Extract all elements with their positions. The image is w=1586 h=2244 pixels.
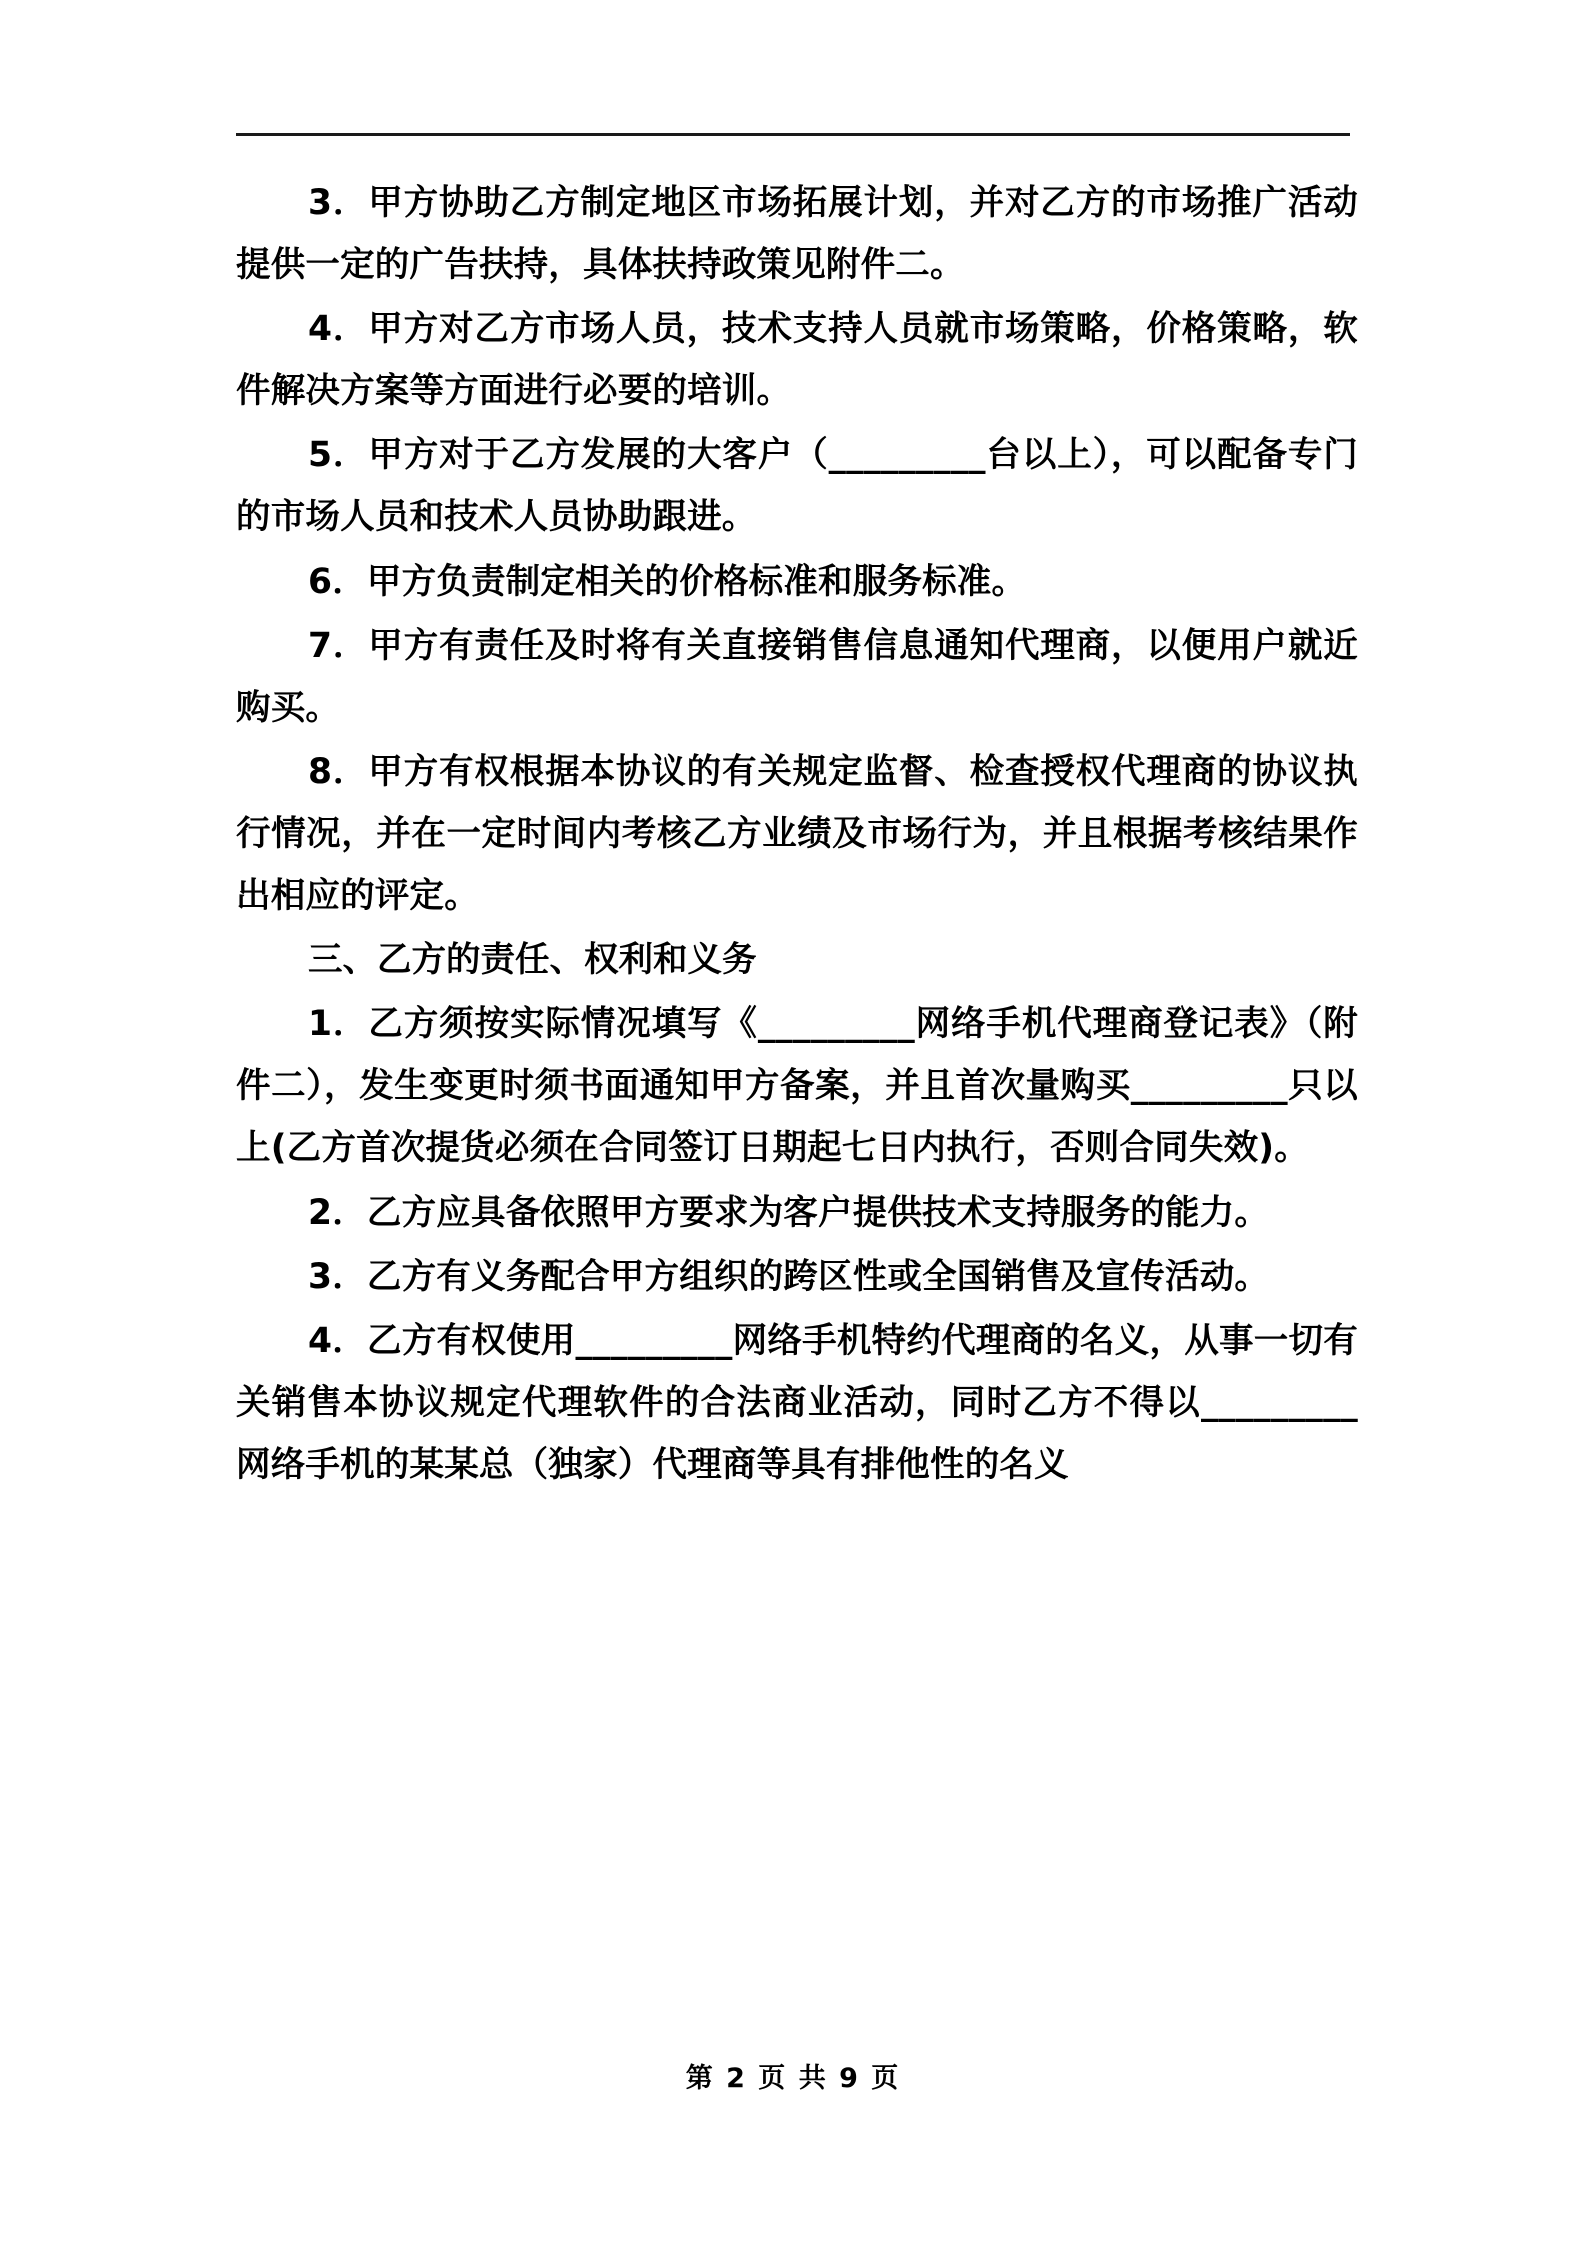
- document-body: [236, 172, 1358, 1498]
- section-heading-party-b: 三、乙方的责任、权利和义务: [308, 940, 757, 981]
- paragraph-clause-3-3: 3．乙方有义务配合甲方组织的跨区性或全国销售及宣传活动。: [308, 1256, 1270, 1297]
- paragraph-clause-2-8: 8．甲方有权根据本协议的有关规定监督、检查授权代理商的协议执行情况，并在一定时间内考核乙方业绩及市场行为，并且根据考核结果作出相应的评定。: [236, 751, 1358, 917]
- paragraph-clause-2-6: 6．甲方负责制定相关的价格标准和服务标准。: [308, 561, 1027, 602]
- page-footer: 第 2 页 共 9 页: [685, 2063, 901, 2094]
- paragraph-clause-2-7: 7．甲方有责任及时将有关直接销售信息通知代理商，以便用户就近购买。: [236, 625, 1358, 728]
- paragraph-clause-2-5: 5．甲方对于乙方发展的大客户（_________台以上），可以配备专门的市场人员和技术人员协助跟进。: [236, 435, 1358, 538]
- paragraph-clause-3-2: 2．乙方应具备依照甲方要求为客户提供技术支持服务的能力。: [308, 1192, 1270, 1233]
- paragraph-clause-2-4: 4．甲方对乙方市场人员，技术支持人员就市场策略，价格策略，软件解决方案等方面进行必要的培训。: [236, 309, 1358, 412]
- paragraph-clause-3-4: 4．乙方有权使用_________网络手机特约代理商的名义，从事一切有关销售本协议规定代理软件的合法商业活动，同时乙方不得以_________网络手机的某某总（独家）代理商等具有排他性的名义: [236, 1320, 1358, 1485]
- paragraph-clause-2-3: 3．甲方协助乙方制定地区市场拓展计划，并对乙方的市场推广活动提供一定的广告扶持，具体扶持政策见附件二。: [236, 183, 1358, 286]
- header-divider: [236, 133, 1350, 136]
- paragraph-clause-3-1: 1．乙方须按实际情况填写《_________网络手机代理商登记表》（附件二），发生变更时须书面通知甲方备案，并且首次量购买_________只以上(乙方首次提货必须在合同签订日期起七日内执行，否则合同失效)。: [236, 1004, 1358, 1169]
